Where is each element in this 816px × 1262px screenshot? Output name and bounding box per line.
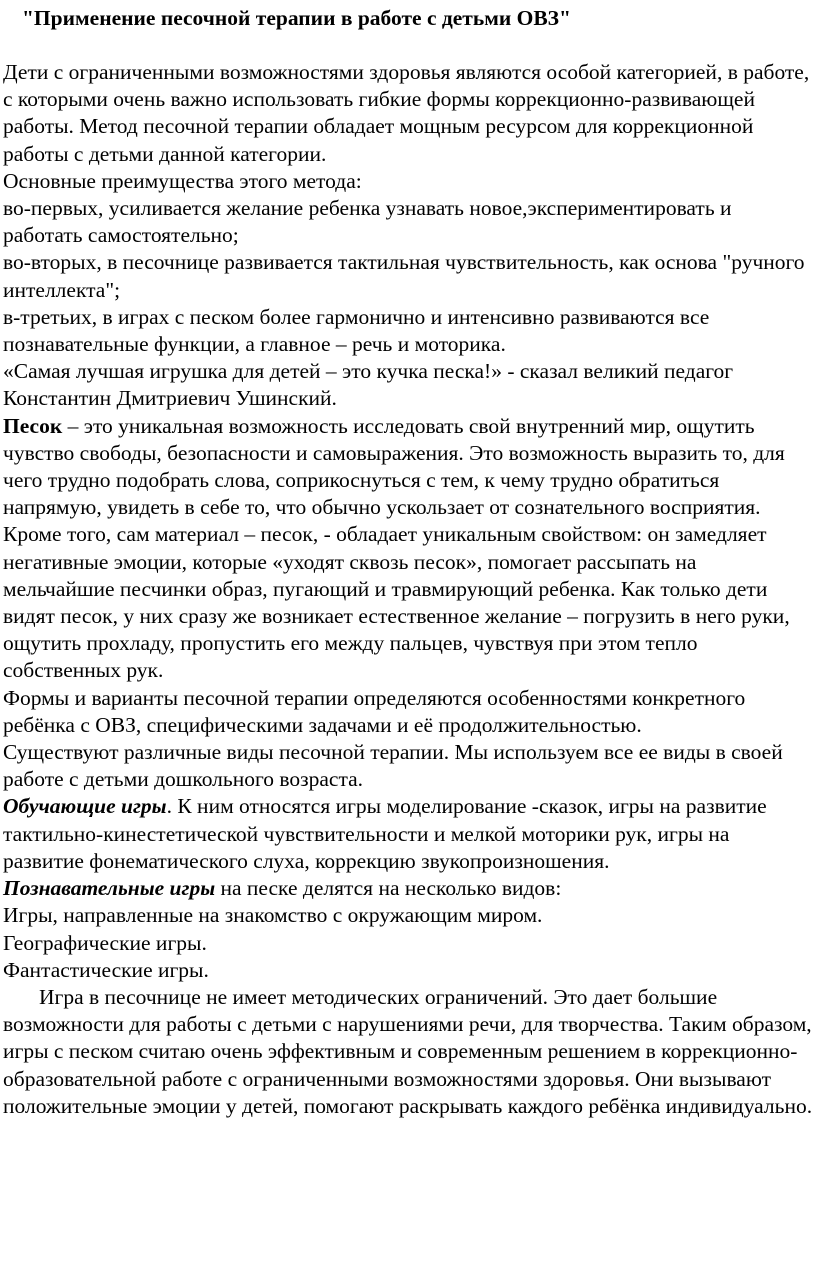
- forms-paragraph: Формы и варианты песочной терапии определяются особенностями конкретного ребёнка с ОВЗ, специфическими задачами и её продолжительностью.: [3, 685, 746, 737]
- intro-paragraph: Дети с ограниченными возможностями здоровья являются особой категорией, в работе, с которыми очень важно использовать гибкие формы коррекционно-развивающей работы. Метод песочной терапии обладает мощным ресурсом для коррекционной работы с детьми данной категории.: [3, 60, 810, 166]
- document-title: "Применение песочной терапии в работе с детьми ОВЗ": [22, 6, 571, 30]
- advantage-first: во-первых, усиливается желание ребенка узнавать новое,экспериментировать и работать самостоятельно;: [3, 196, 732, 248]
- cognitive-games-text: на песке делятся на несколько видов:: [215, 876, 562, 901]
- conclusion-text: Игра в песочнице не имеет методических ограничений. Это дает большие возможности для работы с детьми с нарушениями речи, для творчества. Таким образом, игры с песком считаю очень эффективным и современным решением в коррекционно-образовательной работе с ограниченными возможностями здоровья. Они вызывают положительные эмоции у детей, помогают раскрывать каждого ребёнка индивидуально.: [3, 984, 813, 1118]
- teaching-games-term: Обучающие игры: [3, 794, 167, 819]
- cognitive-type-3: Фантастические игры.: [3, 957, 209, 982]
- types-paragraph: Существуют различные виды песочной терапии. Мы используем все ее виды в своей работе с детьми дошкольного возраста.: [3, 740, 783, 792]
- ushinsky-quote: «Самая лучшая игрушка для детей – это кучка песка!» - сказал великий педагог Константин Дмитриевич Ушинский.: [3, 359, 734, 411]
- cognitive-games-paragraph: [3, 875, 813, 902]
- advantage-third: в-третьих, в играх с песком более гармонично и интенсивно развиваются все познавательные функции, а главное – речь и моторика.: [3, 304, 710, 357]
- cognitive-games-term: Познавательные игры: [3, 876, 216, 901]
- advantages-heading: Основные преимущества этого метода:: [3, 168, 362, 193]
- sand-term: Песок: [3, 413, 63, 438]
- sand-paragraph: [3, 413, 813, 685]
- advantage-second: во-вторых, в песочнице развивается тактильная чувствительность, как основа "ручного интеллекта";: [3, 250, 805, 302]
- teaching-games-text: . К ним относятся игры моделирование -сказок, игры на развитие тактильно-кинестетической чувствительности и мелкой моторики рук, игры на развитие фонематического слуха, коррекцию звукопроизношения.: [3, 794, 767, 873]
- sand-text: – это уникальная возможность исследовать свой внутренний мир, ощутить чувство свободы, безопасности и самовыражения. Это возможность выразить то, для чего трудно подобрать слова, соприкоснуться с тем, к чему трудно обратиться напрямую, увидеть в себе то, что обычно ускользает от сознательного восприятия. Кроме того, сам материал – песок, - обладает уникальным свойством: он замедляет негативные эмоции, которые «уходят сквозь песок», помогает рассыпать на мельчайшие песчинки образ, пугающий и травмирующий ребенка. Как только дети видят песок, у них сразу же возникает естественное желание – погрузить в него руки, ощутить прохладу, пропустить его между пальцев, чувствуя при этом тепло собственных рук.: [3, 413, 790, 683]
- conclusion-paragraph: [3, 984, 813, 1120]
- cognitive-type-1: Игры, направленные на знакомство с окружающим миром.: [3, 903, 543, 928]
- blank-line: [0, 32, 816, 59]
- cognitive-type-2: Географические игры.: [3, 930, 207, 955]
- teaching-games-paragraph: [3, 793, 813, 875]
